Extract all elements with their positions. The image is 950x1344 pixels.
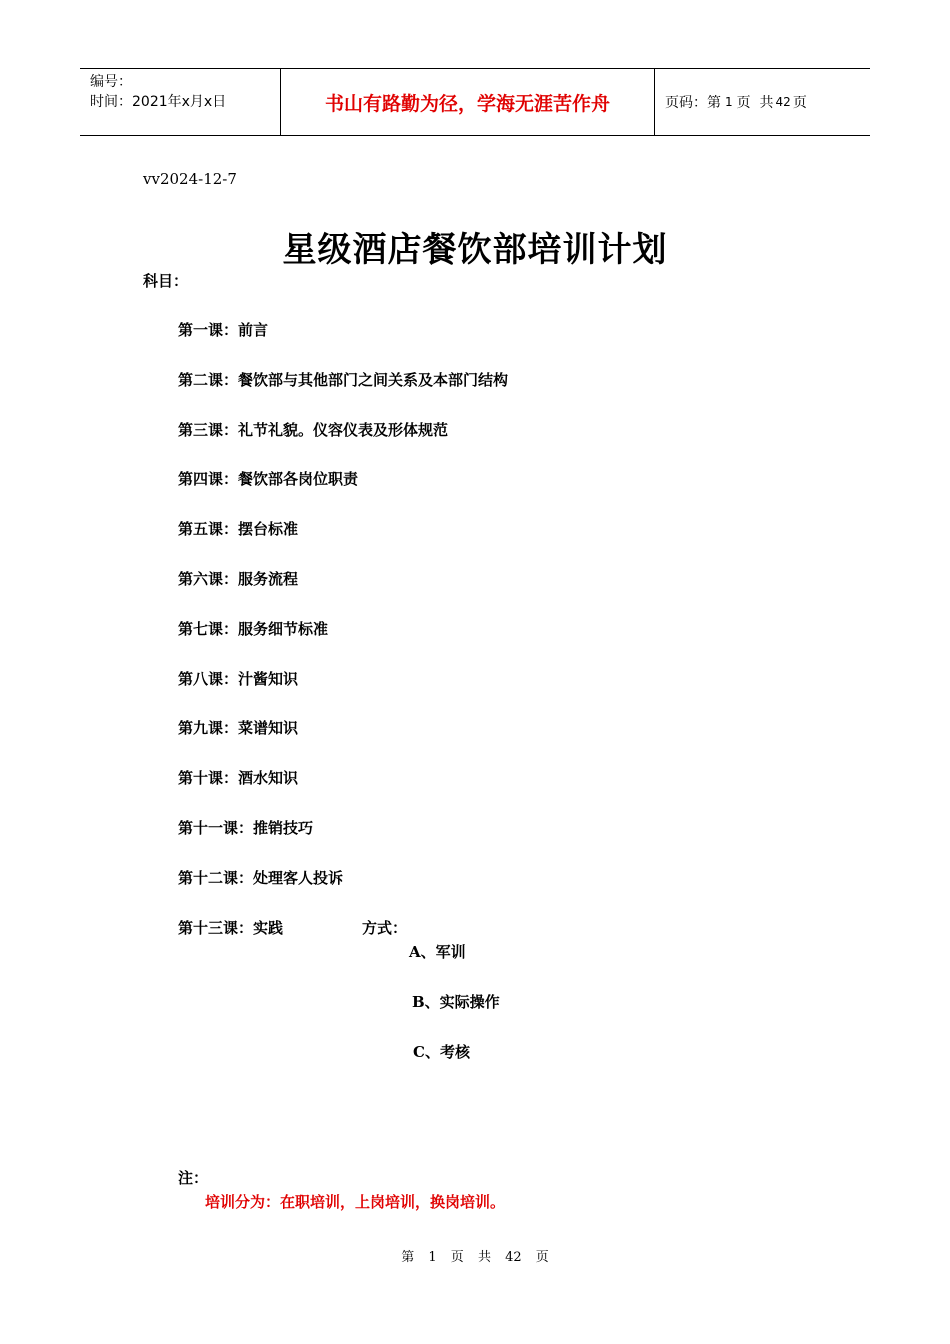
lesson-item: 第十一课：推销技巧 [178, 818, 314, 837]
header-page-mid: 页 共 [736, 95, 774, 111]
footer-total: 42 [505, 1250, 522, 1265]
lesson-item: 第四课：餐饮部各岗位职责 [178, 470, 359, 489]
footer-end: 页 [535, 1250, 549, 1265]
header-time-label: 时间：2021年x月x日 [90, 94, 227, 110]
lesson-item: 第七课：服务细节标准 [178, 619, 329, 638]
note-label: 注： [178, 1169, 209, 1187]
subject-label: 科目： [143, 272, 189, 290]
document-title: 星级酒店餐饮部培训计划 [282, 230, 668, 270]
lesson-item: 第六课：服务流程 [178, 569, 299, 588]
lesson-item: 第十三课：实践 [178, 918, 284, 937]
method-label: 方式： [362, 919, 408, 937]
lesson-item: 第二课：餐饮部与其他部门之间关系及本部门结构 [178, 370, 509, 389]
header-page-current: 1 [725, 95, 733, 109]
page-header [80, 68, 870, 136]
header-page-end: 页 [792, 95, 807, 111]
header-number-label: 编号： [90, 74, 132, 90]
lesson-item: 第九课：菜谱知识 [178, 719, 299, 738]
header-meta [80, 69, 281, 135]
method-item: A、军训 [409, 943, 466, 961]
lesson-item: 第三课：礼节礼貌。仪容仪表及形体规范 [178, 420, 449, 439]
lesson-item: 第十课：酒水知识 [178, 769, 299, 788]
header-page-total: 42 [775, 95, 791, 109]
header-page-info [655, 69, 870, 135]
document-version: vv2024-12-7 [143, 170, 237, 188]
method-item: C、考核 [413, 1043, 470, 1061]
page-footer [0, 1246, 950, 1265]
footer-current: 1 [428, 1250, 437, 1265]
lesson-item: 第一课：前言 [178, 321, 269, 339]
lesson-item: 第五课：摆台标准 [178, 520, 299, 539]
lesson-list [178, 319, 508, 966]
lesson-item: 第八课：汁酱知识 [178, 669, 299, 688]
method-list [409, 941, 500, 1091]
note-text: 培训分为：在职培训，上岗培训，换岗培训。 [205, 1193, 506, 1211]
header-motto: 书山有路勤为径，学海无涯苦作舟 [281, 69, 655, 135]
lesson-item: 第十二课：处理客人投诉 [178, 868, 344, 887]
footer-first: 第 [401, 1250, 415, 1265]
footer-total-label: 共 [477, 1250, 491, 1265]
footer-page: 页 [450, 1250, 464, 1265]
header-page-label: 页码：第 [665, 95, 721, 111]
method-item: B、实际操作 [412, 993, 500, 1011]
